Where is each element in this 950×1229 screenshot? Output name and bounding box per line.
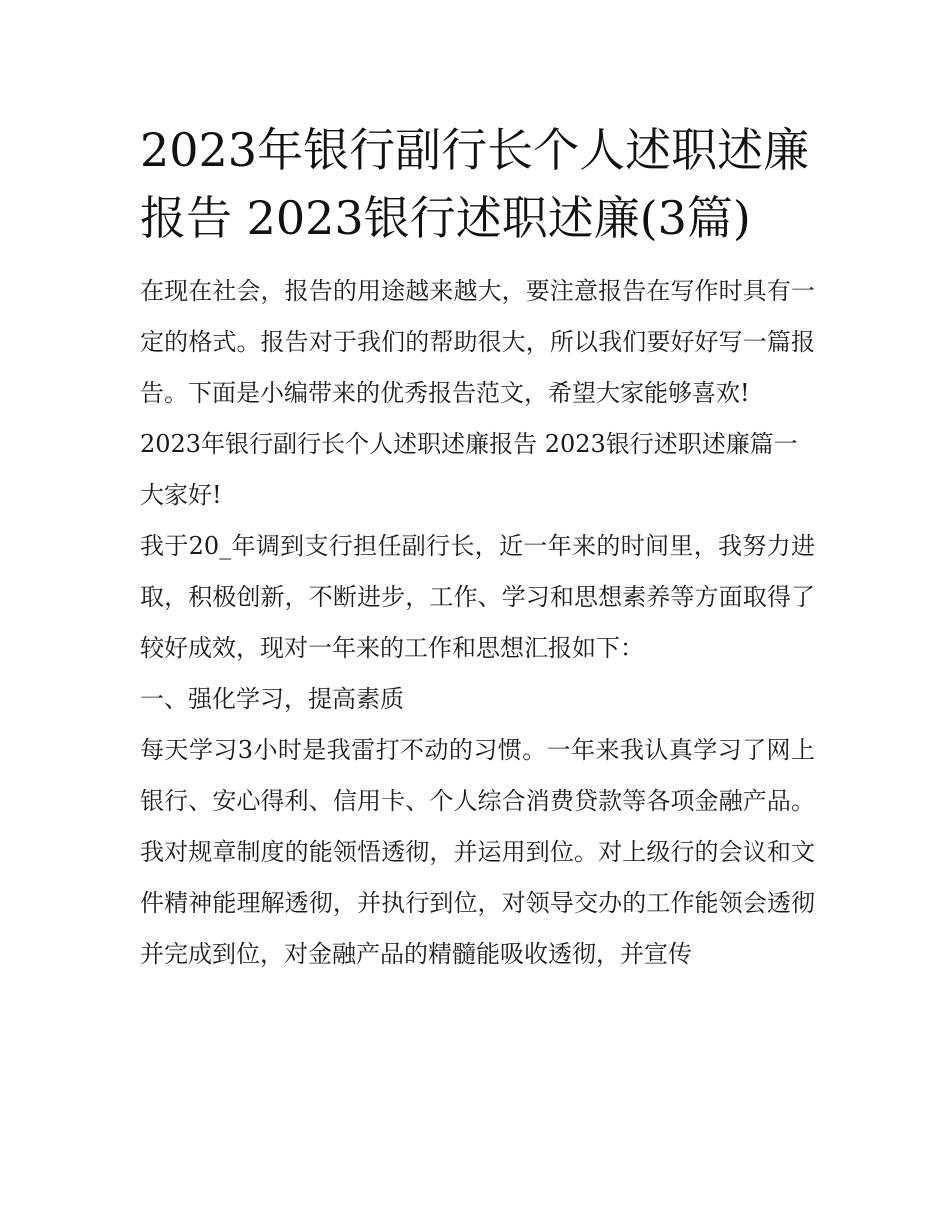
document-title: 2023年银行副行长个人述职述廉报告 2023银行述职述廉(3篇)	[140, 123, 810, 245]
intro-paragraph: 在现在社会，报告的用途越来越大，要注意报告在写作时具有一定的格式。报告对于我们的帮助很大，所以我们要好好写一篇报告。下面是小编带来的优秀报告范文，希望大家能够喜欢!	[140, 277, 815, 407]
body-paragraph: 我于20_年调到支行担任副行长，近一年来的时间里，我努力进取，积极创新，不断进步，工作、学习和思想素养等方面取得了较好成效，现对一年来的工作和思想汇报如下：	[140, 532, 815, 662]
body-paragraph: 每天学习3小时是我雷打不动的习惯。一年来我认真学习了网上银行、安心得利、信用卡、个人综合消费贷款等各项金融产品。我对规章制度的能领悟透彻，并运用到位。对上级行的会议和文件精神能理解透彻，并执行到位，对领导交办的工作能领会透彻并完成到位，对金融产品的精髓能吸收透彻，并宣传	[140, 736, 815, 968]
greeting-paragraph: 大家好!	[140, 481, 222, 509]
document-body	[140, 116, 815, 980]
paragraph-list	[140, 266, 815, 980]
section-heading-paragraph: 2023年银行副行长个人述职述廉报告 2023银行述职述廉篇一	[140, 430, 798, 458]
subheading-paragraph: 一、强化学习，提高素质	[140, 685, 404, 713]
